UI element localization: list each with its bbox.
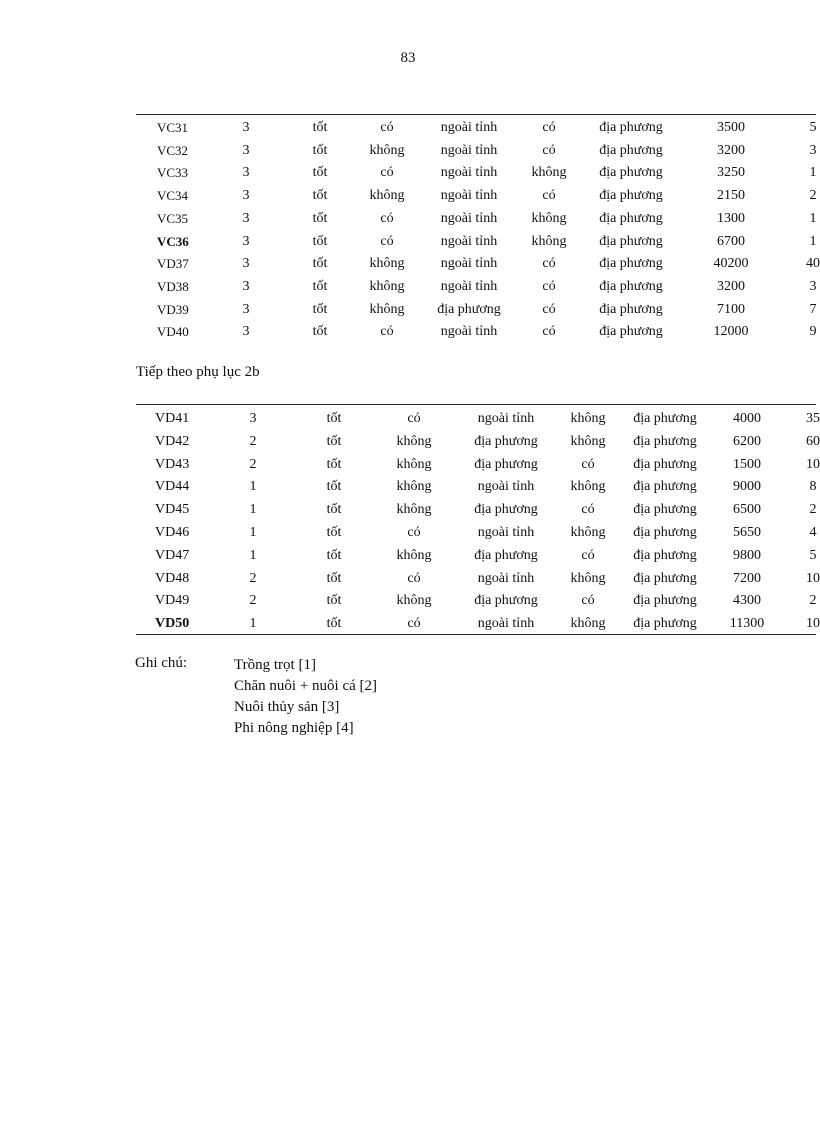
table-row	[0, 454, 820, 476]
cell-id: VD37	[157, 256, 189, 272]
cell-quality: tốt	[326, 570, 342, 586]
cell-quality: tốt	[326, 456, 342, 472]
table2-bottom-rule	[136, 634, 816, 635]
cell-yes-no-a: có	[380, 120, 394, 135]
cell-quality: tốt	[326, 479, 342, 495]
cell-yes-no-a: có	[407, 616, 421, 632]
cell-value: 4300	[733, 593, 761, 609]
table-row	[0, 231, 816, 253]
cell-value: 12000	[713, 324, 749, 340]
cell-market: địa phương	[633, 456, 697, 472]
cell-origin: địa phương	[474, 456, 538, 472]
cell-value: 9000	[733, 479, 761, 495]
cell-value: 6500	[733, 502, 761, 518]
cell-extra: 8	[809, 479, 817, 495]
cell-market: địa phương	[599, 142, 663, 158]
cell-yes-no-a: không	[396, 502, 432, 518]
cell-id: VC32	[157, 142, 189, 158]
cell-yes-no-a: có	[407, 411, 421, 426]
cell-id: VD40	[157, 324, 189, 340]
cell-origin: ngoài tỉnh	[440, 210, 498, 226]
cell-extra: 4	[809, 525, 817, 540]
cell-extra: 2	[809, 188, 817, 204]
cell-value: 3250	[717, 165, 745, 181]
cell-origin: ngoài tỉnh	[477, 616, 535, 632]
cell-origin: ngoài tỉnh	[440, 165, 498, 181]
cell-extra: 10	[806, 570, 820, 586]
cell-group: 1	[249, 616, 257, 632]
cell-id: VD49	[155, 593, 190, 609]
table-row	[0, 476, 816, 498]
cell-yes-no-a: không	[369, 256, 405, 272]
table-row	[0, 321, 816, 343]
note-item: Trồng trọt [1]	[234, 657, 316, 673]
cell-id: VC35	[157, 210, 189, 226]
cell-extra: 9	[809, 324, 817, 340]
cell-value: 4000	[733, 411, 761, 426]
cell-market: địa phương	[599, 324, 663, 340]
cell-quality: tốt	[312, 165, 328, 181]
cell-quality: tốt	[312, 142, 328, 158]
cell-value: 9800	[733, 547, 761, 563]
cell-extra: 7	[809, 301, 817, 317]
table-row	[0, 568, 820, 590]
cell-yes-no-b: có	[542, 142, 556, 158]
cell-group: 3	[242, 278, 250, 294]
cell-value: 3200	[717, 142, 745, 158]
cell-id: VD43	[155, 456, 190, 472]
cell-extra: 40	[806, 256, 820, 272]
note-item: Chăn nuôi + nuôi cá [2]	[234, 678, 378, 694]
cell-group: 3	[242, 188, 250, 204]
cell-market: địa phương	[633, 616, 697, 632]
cell-quality: tốt	[326, 525, 342, 540]
cell-origin: ngoài tỉnh	[477, 479, 535, 495]
cell-value: 1500	[733, 456, 761, 472]
cell-yes-no-b: có	[542, 278, 556, 294]
note-item: Phi nông nghiệp [4]	[234, 720, 354, 736]
cell-origin: ngoài tỉnh	[440, 233, 498, 249]
cell-yes-no-b: có	[581, 456, 595, 472]
cell-extra: 5	[809, 120, 817, 135]
cell-quality: tốt	[326, 433, 342, 449]
table-row	[0, 208, 816, 230]
cell-group: 3	[242, 233, 250, 249]
cell-id: VD45	[155, 502, 190, 518]
cell-market: địa phương	[633, 570, 697, 586]
cell-origin: ngoài tỉnh	[440, 120, 498, 135]
cell-id: VD50	[155, 616, 190, 632]
table-row	[0, 253, 820, 275]
cell-quality: tốt	[312, 233, 328, 249]
cell-yes-no-a: không	[369, 188, 405, 204]
cell-origin: ngoài tỉnh	[477, 570, 535, 586]
cell-quality: tốt	[312, 301, 328, 317]
cell-quality: tốt	[326, 547, 342, 563]
cell-quality: tốt	[312, 278, 328, 294]
cell-origin: địa phương	[474, 547, 538, 563]
cell-yes-no-b: có	[581, 593, 595, 609]
cell-yes-no-b: không	[570, 525, 606, 540]
cell-extra: 3	[809, 142, 817, 158]
cell-value: 11300	[729, 616, 765, 632]
cell-group: 3	[242, 142, 250, 158]
cell-yes-no-b: không	[570, 433, 606, 449]
notes-list	[234, 655, 377, 739]
cell-yes-no-b: có	[542, 120, 556, 135]
cell-yes-no-b: không	[570, 479, 606, 495]
cell-market: địa phương	[599, 301, 663, 317]
cell-extra: 2	[809, 593, 817, 609]
cell-quality: tốt	[326, 502, 342, 518]
cell-extra: 1	[809, 210, 817, 226]
cell-yes-no-a: không	[369, 142, 405, 158]
cell-market: địa phương	[599, 278, 663, 294]
cell-yes-no-a: có	[380, 324, 394, 340]
cell-value: 1300	[717, 210, 745, 226]
cell-value: 2150	[717, 188, 745, 204]
cell-market: địa phương	[599, 256, 663, 272]
cell-market: địa phương	[599, 188, 663, 204]
table-row	[0, 299, 816, 321]
cell-id: VD46	[155, 525, 190, 540]
cell-group: 1	[249, 502, 257, 518]
note-item: Nuôi thủy sản [3]	[234, 699, 340, 715]
cell-yes-no-b: có	[542, 324, 556, 340]
cell-yes-no-b: có	[581, 547, 595, 563]
cell-yes-no-a: có	[407, 570, 421, 586]
cell-group: 3	[242, 165, 250, 181]
cell-extra: 3	[809, 278, 817, 294]
cell-quality: tốt	[312, 210, 328, 226]
table-row	[0, 408, 820, 430]
cell-id: VC34	[157, 188, 189, 204]
cell-id: VD38	[157, 278, 189, 294]
cell-group: 3	[242, 301, 250, 317]
cell-origin: ngoài tỉnh	[477, 525, 535, 540]
cell-group: 3	[242, 324, 250, 340]
cell-market: địa phương	[633, 433, 697, 449]
cell-origin: địa phương	[474, 433, 538, 449]
cell-yes-no-a: không	[396, 479, 432, 495]
cell-value: 3200	[717, 278, 745, 294]
table1-top-rule	[136, 114, 816, 115]
cell-market: địa phương	[599, 165, 663, 181]
cell-extra: 1	[809, 165, 817, 181]
cell-yes-no-b: không	[531, 165, 567, 181]
cell-origin: ngoài tỉnh	[440, 142, 498, 158]
table-row	[0, 162, 816, 184]
cell-extra: 1	[809, 233, 817, 249]
cell-market: địa phương	[599, 233, 663, 249]
cell-extra: 2	[809, 502, 817, 518]
page-number: 83	[400, 50, 416, 66]
table-caption: Tiếp theo phụ lục 2b	[136, 364, 260, 380]
cell-yes-no-a: không	[396, 433, 432, 449]
cell-yes-no-b: không	[531, 210, 567, 226]
cell-id: VD48	[155, 570, 190, 586]
cell-yes-no-b: không	[570, 616, 606, 632]
cell-extra: 10	[806, 616, 820, 632]
table-row	[0, 499, 816, 521]
cell-quality: tốt	[312, 120, 328, 135]
cell-yes-no-a: không	[369, 278, 405, 294]
cell-yes-no-b: không	[531, 233, 567, 249]
cell-id: VD44	[155, 479, 190, 495]
table-row	[0, 545, 816, 567]
cell-yes-no-b: không	[570, 411, 606, 426]
cell-market: địa phương	[633, 593, 697, 609]
cell-yes-no-a: có	[380, 233, 394, 249]
cell-yes-no-a: không	[396, 456, 432, 472]
cell-yes-no-b: có	[542, 256, 556, 272]
cell-origin: ngoài tỉnh	[440, 188, 498, 204]
table-row	[0, 117, 816, 139]
cell-yes-no-b: có	[581, 502, 595, 518]
cell-group: 3	[242, 120, 250, 135]
cell-origin: ngoài tỉnh	[440, 278, 498, 294]
cell-group: 3	[249, 411, 257, 426]
table-row	[0, 185, 816, 207]
cell-yes-no-b: có	[542, 188, 556, 204]
cell-origin: địa phương	[474, 502, 538, 518]
cell-quality: tốt	[312, 324, 328, 340]
cell-id: VD39	[157, 301, 189, 317]
cell-extra: 10	[806, 456, 820, 472]
cell-quality: tốt	[312, 256, 328, 272]
cell-id: VC33	[157, 165, 189, 181]
cell-value: 40200	[713, 256, 749, 272]
cell-group: 2	[249, 433, 257, 449]
cell-market: địa phương	[633, 479, 697, 495]
cell-yes-no-b: không	[570, 570, 606, 586]
cell-market: địa phương	[633, 547, 697, 563]
cell-extra: 60	[806, 433, 820, 449]
cell-group: 2	[249, 456, 257, 472]
cell-value: 6700	[717, 233, 745, 249]
cell-market: địa phương	[633, 502, 697, 518]
cell-origin: địa phương	[437, 301, 501, 317]
cell-id: VC36	[157, 233, 189, 249]
cell-yes-no-a: không	[396, 593, 432, 609]
cell-value: 6200	[733, 433, 761, 449]
table-row	[0, 613, 820, 635]
cell-id: VD41	[155, 411, 190, 426]
cell-market: địa phương	[633, 525, 697, 540]
table-row	[0, 431, 820, 453]
cell-value: 3500	[717, 120, 745, 135]
table-row	[0, 522, 816, 544]
cell-value: 7200	[733, 570, 761, 586]
table-row	[0, 590, 816, 612]
cell-value: 5650	[733, 525, 761, 540]
cell-quality: tốt	[312, 188, 328, 204]
cell-group: 3	[242, 210, 250, 226]
cell-group: 2	[249, 593, 257, 609]
table-row	[0, 140, 816, 162]
cell-quality: tốt	[326, 411, 342, 426]
cell-group: 2	[249, 570, 257, 586]
cell-yes-no-a: có	[380, 210, 394, 226]
cell-origin: ngoài tỉnh	[440, 324, 498, 340]
cell-market: địa phương	[633, 411, 697, 426]
cell-origin: ngoài tỉnh	[440, 256, 498, 272]
table2-top-rule	[136, 404, 816, 405]
cell-market: địa phương	[599, 210, 663, 226]
cell-origin: ngoài tỉnh	[477, 411, 535, 426]
cell-yes-no-b: có	[542, 301, 556, 317]
cell-extra: 5	[809, 547, 817, 563]
cell-id: VD47	[155, 547, 190, 563]
cell-yes-no-a: có	[407, 525, 421, 540]
cell-value: 7100	[717, 301, 745, 317]
cell-group: 1	[249, 525, 257, 540]
cell-group: 1	[249, 479, 257, 495]
cell-origin: địa phương	[474, 593, 538, 609]
cell-yes-no-a: có	[380, 165, 394, 181]
cell-id: VD42	[155, 433, 190, 449]
table-row	[0, 276, 816, 298]
cell-quality: tốt	[326, 593, 342, 609]
cell-id: VC31	[157, 120, 189, 135]
cell-market: địa phương	[599, 120, 663, 135]
cell-yes-no-a: không	[396, 547, 432, 563]
cell-quality: tốt	[326, 616, 342, 632]
cell-yes-no-a: không	[369, 301, 405, 317]
cell-group: 1	[249, 547, 257, 563]
notes-label: Ghi chú:	[135, 655, 188, 671]
cell-group: 3	[242, 256, 250, 272]
cell-extra: 35	[806, 411, 820, 426]
